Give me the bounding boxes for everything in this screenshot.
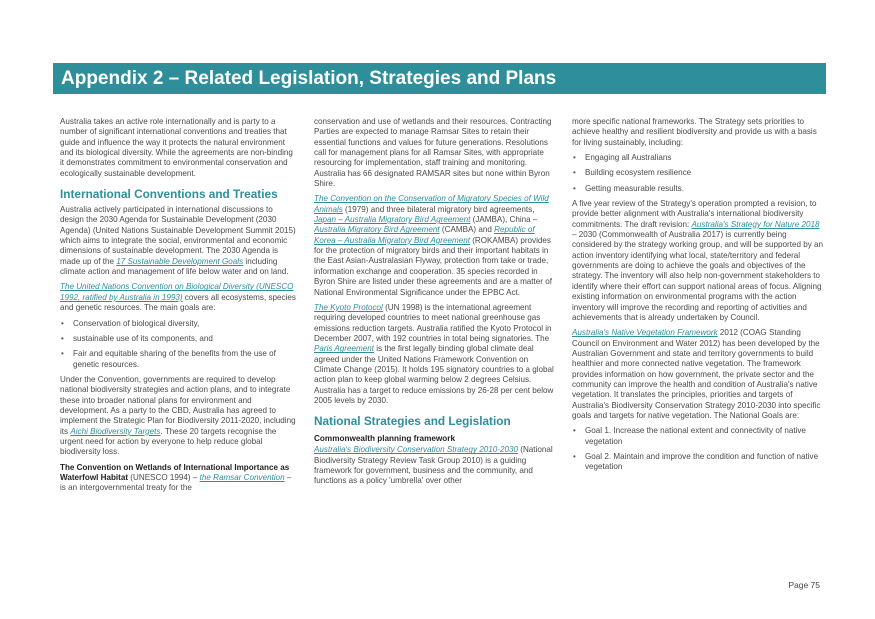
native-vegetation-paragraph: Australia's Native Vegetation Framework 2012 (COAG Standing Council on Environment and Water 2012) has been developed by the Australian Government and state and territory governments to build healthier and more connected native vegetation. The framework provides information on how government, the private sector and the community can improve the health and condition of Australia's native vegetation. It translates the principles, priorities and targets of Australia's Biodiversity Conservation Strategy 2010-2030 into specific goals and targets for native vegetation. The National Goals are: [572, 328, 821, 420]
list-item: • Fair and equitable sharing of the benefits from the use of genetic resources. [60, 349, 297, 370]
national-goals-list [572, 426, 826, 472]
biodiversity-strategy-link[interactable]: Australia's Biodiversity Conservation Strategy 2010-2030 [314, 445, 518, 455]
biodiversity-strategy-paragraph: Australia's Biodiversity Conservation Strategy 2010-2030 (National Biodiversity Strategy Review Task Group 2010) is a guiding framework for government, business and the community, and functions as a policy 'umbrella' over other [314, 445, 553, 486]
cbd-goals-list [60, 319, 297, 370]
page-number: Page 75 [788, 580, 820, 590]
list-item: • Getting measurable results. [572, 184, 826, 194]
title-banner [53, 63, 826, 94]
list-item: • Goal 1. Increase the national extent and connectivity of native vegetation [572, 426, 826, 447]
cbd-link[interactable]: The United Nations Convention on Biological Diversity (UNESCO 1992, ratified by Australia in 1993) [60, 282, 294, 302]
page-title: Appendix 2 – Related Legislation, Strategies and Plans [61, 68, 557, 89]
strategy-for-nature-link[interactable]: Australia's Strategy for Nature 2018 [691, 219, 820, 229]
list-item: • Engaging all Australians [572, 153, 826, 163]
column-1 [60, 117, 297, 499]
kyoto-paragraph: The Kyoto Protocol (UN 1998) is the international agreement requiring developed countries to meet national greenhouse gas emissions reduction targets. Australia ratified the Kyoto Protocol in December 2007, with 192 countries in total being signatories. The Paris Agreement is the first legally binding global climate deal agreed under the United Nations Framework Convention on Climate Change (2015). It holds 195 signatory countries to a global action plan to keep global warming below 2 degrees Celsius. Australia has a target to reduce emissions by 26-28 per cent below 2005 levels by 2030. [314, 302, 554, 405]
subheading-commonwealth: Commonwealth planning framework [314, 434, 456, 444]
cms-link[interactable]: The Convention on the Conservation of Migratory Species of Wild Animals [314, 194, 549, 214]
cbd-paragraph: The United Nations Convention on Biological Diversity (UNESCO 1992, ratified by Australia in 1993) covers all ecosystems, species and genetic resources. The main goals are: [60, 282, 296, 313]
camba-link[interactable]: Australia Migratory Bird Agreement [314, 225, 440, 235]
ramsar-link[interactable]: the Ramsar Convention [199, 472, 285, 482]
intro-paragraph: Australia takes an active role internationally and is party to a number of significant international conventions and treaties that guide and influence the way it protects the natural environment and its biological diversity. While the agreements are non-binding it demonstrates commitment to environmental conservation and ecologically sustainable development. [60, 117, 293, 178]
migratory-paragraph: The Convention on the Conservation of Migratory Species of Wild Animals (1979) and three bilateral migratory bird agreements, Japan – Australia Migratory Bird Agreement (JAMBA), China – Australia Migratory Bird Agreement (CAMBA) and Republic of Korea – Australia Migratory Bird Agreement (ROKAMBA) provides for the protection of migratory birds and their important habitats in the East Asian-Australasian Flyway, protection from take or trade, information exchange and cooperation. 35 species recorded in Byron Shire are listed under these agreements and are a matter of National Environmental Significance under the EPBC Act. [314, 194, 552, 297]
jamba-link[interactable]: Japan – Australia Migratory Bird Agreement [314, 215, 471, 225]
strategy-review-paragraph: A five year review of the Strategy's operation prompted a revision, to provide better alignment with Australia's international biodiversity commitments. The draft revision: Australia's Strategy for Nature 2018 – 2030 (Commonwealth of Australia 2017) is currently being considered by the strategy working group, and will be supported by an action inventory identifying what local, state/territory and federal governments are doing to achieve the goals and objectives of the strategy. The inventory will also help non-government stakeholders to identify where their effort can support national areas of focus. Aligning existing information on environmental programs with the action inventory will improve the recording and reporting of activities and achievements that is already undertaken by Council. [572, 199, 824, 322]
frameworks-paragraph: more specific national frameworks. The Strategy sets priorities to achieve healthy and resilient biodiversity and provide us with a basis for living sustainably, including: [572, 117, 817, 147]
column-3 [572, 117, 826, 478]
section-heading-national: National Strategies and Legislation [314, 414, 511, 429]
sdg-paragraph: Australia actively participated in international discussions to design the 2030 Agenda for Sustainable Development (2030 Agenda) (United Nations Sustainable Development Summit 2015) which aims to integrate the social, environmental and economic dimensions of sustainable development. The 2030 Agenda is made up of the 17 Sustainable Development Goals including climate action and management of life below water and on land. [60, 205, 296, 277]
aichi-link[interactable]: Aichi Biodiversity Targets [70, 426, 161, 436]
aichi-paragraph: Under the Convention, governments are required to develop national biodiversity strategies and action plans, and to integrate these into broader national plans for environment and development. As a party to the CBD, Australia has agreed to implement the Strategic Plan for Biodiversity 2011-2020, including its Aichi Biodiversity Targets. These 20 targets recognise the urgent need for action by everyone to help reduce global biodiversity loss. [60, 374, 296, 457]
list-item: • Building ecosystem resilience [572, 168, 826, 178]
strategy-priorities-list [572, 153, 826, 194]
ramsar-paragraph: The Convention on Wetlands of International Importance as Waterfowl Habitat (UNESCO 1994) – the Ramsar Convention – is an intergovernmental treaty for the [60, 462, 292, 493]
list-item: • sustainable use of its components, and [60, 334, 297, 344]
list-item: • Goal 2. Maintain and improve the condition and function of native vegetation [572, 452, 826, 473]
kyoto-link[interactable]: The Kyoto Protocol [314, 302, 383, 312]
rokamba-link[interactable]: Republic of Korea – Australia Migratory Bird Agreement [314, 225, 535, 245]
ramsar-cont-paragraph: conservation and use of wetlands and their resources. Contracting Parties are expected to manage Ramsar Sites to retain their essential functions and values for future generations. Resolutions call for management plans for all Ramsar Sites, with appropriate resourcing for implementation, staff training and monitoring. Australia has 66 designated RAMSAR sites but none within Byron Shire. [314, 117, 552, 189]
native-vegetation-link[interactable]: Australia's Native Vegetation Framework [572, 328, 718, 338]
paris-link[interactable]: Paris Agreement [314, 344, 374, 354]
column-2 [314, 117, 556, 492]
section-heading-international: International Conventions and Treaties [60, 187, 278, 202]
list-item: • Conservation of biological diversity, [60, 319, 297, 329]
sdg-link[interactable]: 17 Sustainable Development Goals [116, 256, 244, 266]
